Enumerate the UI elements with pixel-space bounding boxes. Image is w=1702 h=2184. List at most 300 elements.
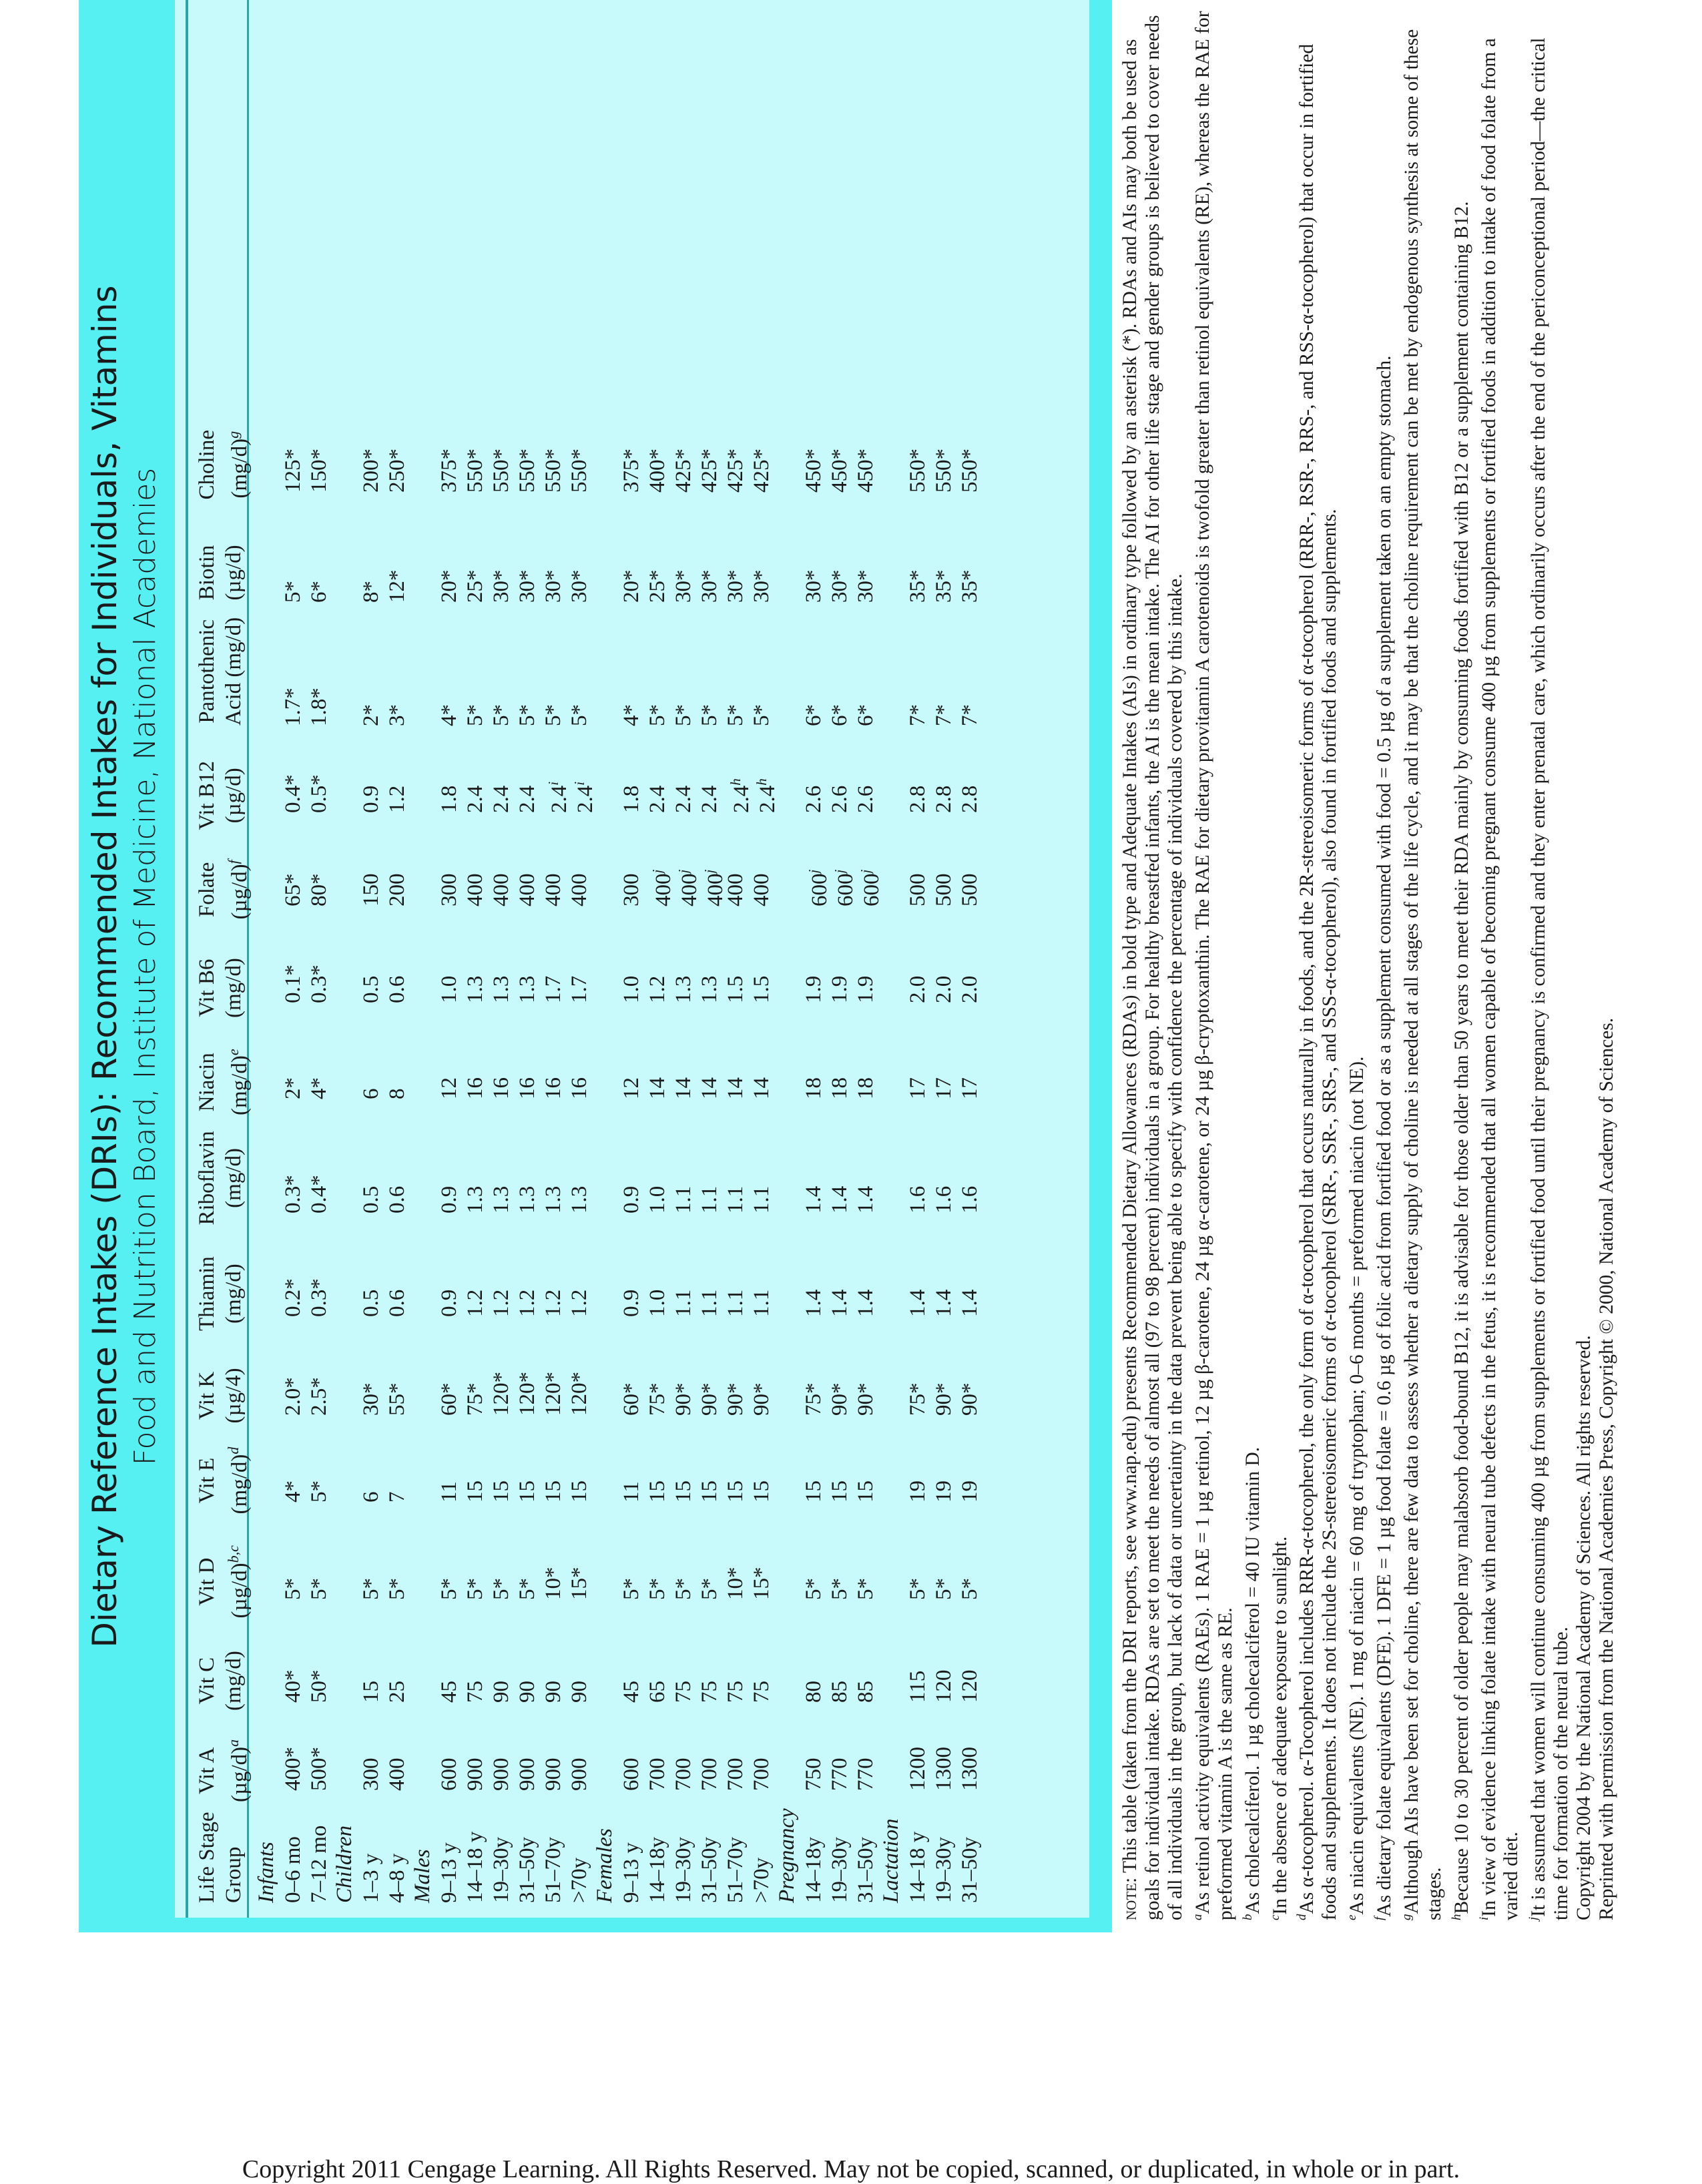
table-cell: 6* [828,704,852,726]
table-cell: 5* [619,1578,643,1600]
table-cell: 6 [359,1088,383,1099]
table-cell: 900 [567,1757,591,1791]
table-cell: 1.4 [906,1289,930,1317]
footnote: $^b$As cholecalciferol. 1 µg cholecalciferol = 40 IU vitamin D. [1240,1446,1263,1920]
table-cell: 12* [385,569,409,603]
table-cell: 1.3 [567,1185,591,1213]
table-cell: 15* [750,1567,774,1600]
table-cell: 425* [750,449,774,493]
table-cell: 900 [463,1757,487,1791]
table-cell: 20* [437,569,461,603]
table-cell: 90 [489,1681,513,1703]
table-cell: 75* [802,1382,826,1416]
life-stage-label: 31–50y [958,1837,982,1903]
table-cell: 400 [489,873,513,906]
table-cell: 1.3 [489,975,513,1003]
life-stage-label: 7–12 mo [307,1825,331,1903]
table-cell: 60* [619,1382,643,1416]
table-cell: 1.4 [828,1185,852,1213]
table-cell: 500* [307,1747,331,1791]
life-stage-label: 19–30y [932,1837,956,1903]
table-cell: 2.6 [854,785,878,813]
table-cell: 8* [359,581,383,603]
table-cell: 1.0 [619,975,643,1003]
life-stage-label: 19–30y [828,1837,852,1903]
table-cell: 15 [489,1480,513,1503]
table-cell: 18 [802,1077,826,1099]
table-cell: 600$^j$ [858,869,884,906]
table-cell: 1.1 [671,1289,695,1317]
table-cell: 45 [437,1681,461,1703]
table-cell: 2.8 [932,785,956,813]
table-cell: 120 [958,1669,982,1703]
table-cell: 0.9 [619,1289,643,1317]
table-cell: 0.5* [307,774,331,813]
life-stage-label: 19–30y [489,1837,513,1903]
table-cell: 17 [906,1077,930,1099]
table-cell: 17 [958,1077,982,1099]
table-cell: 550* [906,449,930,493]
table-cell: 6* [307,581,331,603]
table-cell: 600 [619,1757,643,1791]
table-cell: 550* [958,449,982,493]
table-cell: 400$^j$ [649,869,675,906]
table-cell: 5* [281,581,305,603]
footnote: note: This table (taken from the DRI reports, see www.nap.edu) presents Recommended Dietary Allowances (RDAs) in bold type and Adequate Intakes (AIs) in ordinary type followed by an asterisk (*). RDAs and AIs may both be used as goals for individual intake. RDAs are set to meet the needs of almost all (97 to 98 percent) individuals in a group. For healthy breastfed infants, the AI is the mean intake. The AI for other life stage and gender groups is believed to cover needs of all individuals in the group, but lack of data or uncertainty in the data prevent being able to specify with confidence the percentage of individuals covered by this intake. [1119,15,1186,1920]
table-cell: 0.3* [307,1278,331,1317]
table-cell: 1.3 [541,1185,565,1213]
table-body-background [175,0,1089,1918]
table-cell: 5* [515,704,539,726]
table-cell: 4* [437,704,461,726]
table-cell: 1.1 [724,1185,748,1213]
table-cell: 35* [906,569,930,603]
table-cell: 400$^j$ [675,869,701,906]
table-cell: 2* [281,1077,305,1099]
footnote: Reprinted with permission from the National Academies Press, Copyright © 2000, National Academy of Sciences. [1596,1017,1618,1920]
life-stage-group-label: Females [593,1828,617,1903]
life-stage-label: 9–13 y [437,1842,461,1903]
table-cell: 1.4 [854,1289,878,1317]
table-cell: 75* [645,1382,669,1416]
table-cell: 600 [437,1757,461,1791]
table-cell: 2.4 [645,785,669,813]
table-cell: 14 [697,1077,722,1099]
table-cell: 750 [802,1757,826,1791]
table-cell: 5* [567,704,591,726]
table-cell: 19 [932,1480,956,1503]
table-cell: 1.1 [750,1185,774,1213]
table-cell: 1.5 [750,975,774,1003]
table-cell: 15 [359,1681,383,1703]
table-cell: 5* [463,1578,487,1600]
table-cell: 5* [932,1578,956,1600]
table-cell: 4* [307,1077,331,1099]
table-cell: 30* [724,569,748,603]
table-cell: 150 [359,873,383,906]
table-cell: 16 [463,1077,487,1099]
table-cell: 60* [437,1382,461,1416]
table-cell: 400* [645,449,669,493]
table-cell: 1.2 [385,785,409,813]
table-cell: 30* [697,569,722,603]
table-cell: 0.9 [437,1185,461,1213]
table-cell: 300 [619,873,643,906]
life-stage-label: 14–18 y [463,1831,487,1903]
table-cell: 18 [854,1077,878,1099]
table-cell: 90 [567,1681,591,1703]
table-cell: 35* [958,569,982,603]
table-cell: 75* [463,1382,487,1416]
table-cell: 4* [619,704,643,726]
table-cell: 700 [750,1757,774,1791]
column-header: Vit K (µg/4) [195,1368,246,1424]
table-cell: 1.2 [489,1289,513,1317]
table-cell: 4* [281,1480,305,1503]
footnote: $^i$In view of evidence linking folate intake with neural tube defects in the fetus, it is recommended that all women capable of becoming pregnant consume 400 µg from supplements or fortified foods in addition to intake of food folate from a varied diet. [1476,38,1522,1920]
table-cell: 700 [671,1757,695,1791]
life-stage-label: 9–13 y [619,1842,643,1903]
table-cell: 0.5 [359,975,383,1003]
table-cell: 1.9 [802,975,826,1003]
table-cell: 5* [854,1578,878,1600]
table-cell: 900 [515,1757,539,1791]
table-cell: 1.4 [802,1185,826,1213]
table-cell: 2.8 [958,785,982,813]
table-cell: 425* [724,449,748,493]
life-stage-group-label: Pregnancy [775,1808,799,1903]
table-cell: 1.5 [724,975,748,1003]
life-stage-label: 14–18 y [906,1831,930,1903]
life-stage-group-label: Lactation [879,1818,903,1903]
table-cell: 0.4* [307,1175,331,1213]
table-cell: 16 [515,1077,539,1099]
table-cell: 10* [724,1567,748,1600]
table-cell: 75 [463,1681,487,1703]
table-cell: 1.3 [489,1185,513,1213]
table-cell: 1.4 [958,1289,982,1317]
table-cell: 550* [541,449,565,493]
table-cell: 0.6 [385,1185,409,1213]
column-header: Folate $(\mu g/d)^f$ [195,860,252,920]
table-cell: 6 [359,1491,383,1503]
table-cell: 30* [671,569,695,603]
table-cell: 90 [541,1681,565,1703]
table-cell: 65* [281,873,305,906]
table-cell: 14 [724,1077,748,1099]
table-cell: 5* [359,1578,383,1600]
life-stage-label: 31–50y [854,1837,878,1903]
table-cell: 1.2 [515,1289,539,1317]
table-cell: 75 [724,1681,748,1703]
life-stage-group-label: Infants [254,1842,278,1903]
table-cell: 1200 [906,1747,930,1791]
table-cell: 20* [619,569,643,603]
table-cell: 1.3 [697,975,722,1003]
footnote: $^a$As retinol activity equivalents (RAEs). 1 RAE = 1 µg retinol, 12 µg β-carotene, 24 µg α-carotene, or 24 µg β-cryptoxanthin. The RAE for dietary provitamin A carotenoids is twofold greater than retinol equivalents (RE), whereas the RAE for preformed vitamin A is the same as RE. [1191,11,1236,1920]
table-cell: 2.0 [958,975,982,1003]
table-cell: 2.4$^i$ [545,781,571,813]
table-cell: 30* [359,1382,383,1416]
table-cell: 1.4 [802,1289,826,1317]
table-cell: 115 [906,1670,930,1703]
table-cell: 30* [541,569,565,603]
table-cell: 770 [854,1757,878,1791]
table-cell: 2.6 [828,785,852,813]
table-cell: 2.0 [932,975,956,1003]
table-cell: 5* [671,1578,695,1600]
table-cell: 5* [724,704,748,726]
table-cell: 0.6 [385,1289,409,1317]
table-cell: 19 [906,1480,930,1503]
table-cell: 550* [567,449,591,493]
table-cell: 15 [645,1480,669,1503]
table-cell: 12 [619,1077,643,1099]
table-cell: 120* [489,1372,513,1416]
life-stage-label: 51–70y [724,1837,748,1903]
table-cell: 11 [437,1481,461,1503]
table-cell: 400 [567,873,591,906]
table-cell: 65 [645,1681,669,1703]
table-cell: 400 [463,873,487,906]
footnote: $^d$As α-tocopherol. α-Tocopherol includes RRR-α-tocopherol, the only form of α-tocopherol that occurs naturally in foods, and the 2R-stereoisomeric forms of α-tocopherol (RRR-, RSR-, RRS-, and RSS-α-tocopherol) that occur in fortified foods and supplements. It does not include the 2S-stereoisomeric forms of α-tocopherol (SRR-, SSR-, SRS-, and SSS-α-tocopherol), also found in fortified foods and supplements. [1295,43,1341,1920]
table-cell: 15 [697,1480,722,1503]
table-cell: 30* [750,569,774,603]
table-cell: 5* [828,1578,852,1600]
life-stage-label: 31–50y [697,1837,722,1903]
table-cell: 2.4$^h$ [728,778,754,813]
table-cell: 5* [307,1578,331,1600]
table-cell: 5* [697,704,722,726]
table-cell: 14 [645,1077,669,1099]
table-cell: 7* [932,704,956,726]
life-stage-label: 31–50y [515,1837,539,1903]
table-cell: 18 [828,1077,852,1099]
header-bottom-rule [247,0,249,1918]
table-cell: 550* [515,449,539,493]
table-cell: 80 [802,1681,826,1703]
table-cell: 0.9 [359,785,383,813]
footnote: $^c$In the absence of adequate exposure to sunlight. [1267,1536,1291,1920]
table-title: Dietary Reference Intakes (DRIs): Recommended Intakes for Individuals, Vitamins [85,285,124,1648]
life-stage-label: 4–8 y [385,1853,409,1903]
table-cell: 5* [750,704,774,726]
table-cell: 120* [515,1372,539,1416]
table-cell: 1.1 [750,1289,774,1317]
table-cell: 25* [463,569,487,603]
footnote: $^h$Because 10 to 30 percent of older people may malabsorb food-bound B12, it is advisable for those older than 50 years to meet their RDA mainly by consuming foods fortified with B12 or a supplement containing B12. [1449,201,1472,1920]
table-cell: 2.4 [671,785,695,813]
table-cell: 300 [359,1757,383,1791]
table-cell: 500 [958,873,982,906]
table-cell: 5* [671,704,695,726]
table-cell: 5* [437,1578,461,1600]
table-cell: 2.4$^i$ [571,781,597,813]
table-cell: 55* [385,1382,409,1416]
table-cell: 1.0 [645,1185,669,1213]
table-cell: 2.0* [281,1377,305,1416]
table-cell: 1.7 [567,975,591,1003]
table-cell: 1.8* [307,688,331,726]
table-cell: 200 [385,873,409,906]
life-stage-label: 0–6 mo [281,1836,305,1903]
table-cell: 10* [541,1567,565,1600]
table-cell: 85 [854,1681,878,1703]
life-stage-label: 1–3 y [359,1853,383,1903]
table-cell: 1.4 [932,1289,956,1317]
copyright-footer: Copyright 2011 Cengage Learning. All Rights Reserved. May not be copied, scanned, or duplicated, in whole or in part. [242,2155,1460,2183]
table-cell: 2.8 [906,785,930,813]
footnote: Copyright 2004 by the National Academy of Sciences. All rights reserved. [1573,1335,1595,1920]
table-cell: 5* [307,1480,331,1503]
table-cell: 400 [541,873,565,906]
table-cell: 1.2 [645,975,669,1003]
table-cell: 700 [697,1757,722,1791]
table-cell: 1.8 [619,785,643,813]
table-cell: 5* [697,1578,722,1600]
table-notes [1119,5,1618,1920]
table-cell: 2.5* [307,1377,331,1416]
table-cell: 1.7* [281,688,305,726]
table-cell: 0.3* [307,965,331,1003]
table-cell: 1.1 [724,1289,748,1317]
table-cell: 900 [541,1757,565,1791]
table-cell: 15 [463,1480,487,1503]
table-cell: 90* [724,1382,748,1416]
table-cell: 3* [385,704,409,726]
column-header: Biotin (µg/d) [195,545,246,601]
life-stage-label: 14–18y [645,1837,669,1903]
table-subtitle: Food and Nutrition Board, Institute of Medicine, National Academies [128,467,162,1466]
table-cell: 5* [802,1578,826,1600]
table-cell: 700 [645,1757,669,1791]
table-cell: 30* [802,569,826,603]
table-cell: 15 [724,1480,748,1503]
table-cell: 1.3 [515,1185,539,1213]
table-cell: 5* [489,1578,513,1600]
table-cell: 1.1 [697,1185,722,1213]
table-cell: 5* [281,1578,305,1600]
table-cell: 5* [515,1578,539,1600]
table-cell: 5* [541,704,565,726]
footnote: $^g$Although AIs have been set for choline, there are few data to assess whether a dietary supply of choline is needed at all stages of the life cycle, and it may be that the choline requirement can be met by endogenous synthesis at some of these stages. [1399,29,1445,1920]
table-cell: 90* [932,1382,956,1416]
column-header: Vit E $(mg/d)^d$ [195,1446,252,1515]
table-cell: 0.2* [281,1278,305,1317]
table-cell: 425* [671,449,695,493]
table-cell: 90* [697,1382,722,1416]
table-cell: 500 [906,873,930,906]
table-cell: 1300 [958,1747,982,1791]
table-cell: 550* [463,449,487,493]
table-cell: 15 [802,1480,826,1503]
table-cell: 120* [567,1372,591,1416]
table-cell: 770 [828,1757,852,1791]
table-cell: 1.1 [697,1289,722,1317]
table-cell: 1.2 [463,1289,487,1317]
table-cell: 1.9 [828,975,852,1003]
footnote: $^f$As dietary folate equivalents (DFE). 1 DFE = 1 µg food folate = 0.6 µg of folic acid from fortified food or as a supplement consumed with food = 0.5 µg of a supplement taken on an empty stomach. [1372,355,1395,1920]
table-cell: 35* [932,569,956,603]
table-cell: 15 [854,1480,878,1503]
table-cell: 14 [671,1077,695,1099]
life-stage-group-label: Males [410,1849,435,1903]
table-cell: 0.6 [385,975,409,1003]
table-cell: 1.2 [541,1289,565,1317]
table-cell: 120* [541,1372,565,1416]
table-cell: 125* [281,449,305,493]
table-cell: 7* [906,704,930,726]
table-cell: 2.4 [515,785,539,813]
table-cell: 80* [307,873,331,906]
table-cell: 1.9 [854,975,878,1003]
table-cell: 2.6 [802,785,826,813]
table-cell: 2.4 [697,785,722,813]
table-cell: 400 [724,873,748,906]
table-cell: 250* [385,449,409,493]
table-cell: 75 [750,1681,774,1703]
table-cell: 200* [359,449,383,493]
table-cell: 1.6 [932,1185,956,1213]
table-cell: 16 [541,1077,565,1099]
table-cell: 1.0 [645,1289,669,1317]
column-header: Thiamin (mg/d) [195,1256,246,1331]
table-cell: 500 [932,873,956,906]
life-stage-label: >70y [567,1857,591,1903]
column-header: Choline $(mg/d)^g$ [195,430,252,500]
table-cell: 15* [567,1567,591,1600]
table-cell: 90* [958,1382,982,1416]
table-cell: 0.9 [437,1289,461,1317]
table-cell: 400* [281,1747,305,1791]
table-cell: 5* [463,704,487,726]
footnote: $^e$As niacin equivalents (NE). 1 mg of niacin = 60 mg of tryptophan; 0–6 months = preformed niacin (not NE). [1345,1056,1368,1920]
table-cell: 1.6 [958,1185,982,1213]
table-cell: 2.4 [489,785,513,813]
table-cell: 30* [489,569,513,603]
table-cell: 7 [385,1491,409,1503]
table-cell: 75* [906,1382,930,1416]
table-cell: 2* [359,704,383,726]
table-cell: 30* [854,569,878,603]
table-cell: 90 [515,1681,539,1703]
table-cell: 6* [854,704,878,726]
table-cell: 900 [489,1757,513,1791]
table-cell: 90* [750,1382,774,1416]
table-cell: 1.0 [437,975,461,1003]
table-cell: 90* [854,1382,878,1416]
table-cell: 14 [750,1077,774,1099]
table-cell: 75 [697,1681,722,1703]
column-header: Vit A $(\mu g/d)^a$ [195,1739,252,1802]
header-top-rule [186,0,188,1918]
table-cell: 90* [671,1382,695,1416]
table-cell: 2.4$^h$ [754,778,780,813]
table-cell: 19 [958,1480,982,1503]
table-cell: 25* [645,569,669,603]
table-cell: 550* [932,449,956,493]
table-cell: 17 [932,1077,956,1099]
table-cell: 15 [567,1480,591,1503]
table-cell: 400 [515,873,539,906]
table-cell: 400 [385,1757,409,1791]
table-cell: 1300 [932,1747,956,1791]
table-cell: 150* [307,449,331,493]
table-cell: 30* [828,569,852,603]
column-header: Vit D $(\mu g/d)^{b,c}$ [195,1545,252,1619]
life-stage-group-label: Children [332,1825,356,1903]
table-cell: 400$^j$ [701,869,728,906]
